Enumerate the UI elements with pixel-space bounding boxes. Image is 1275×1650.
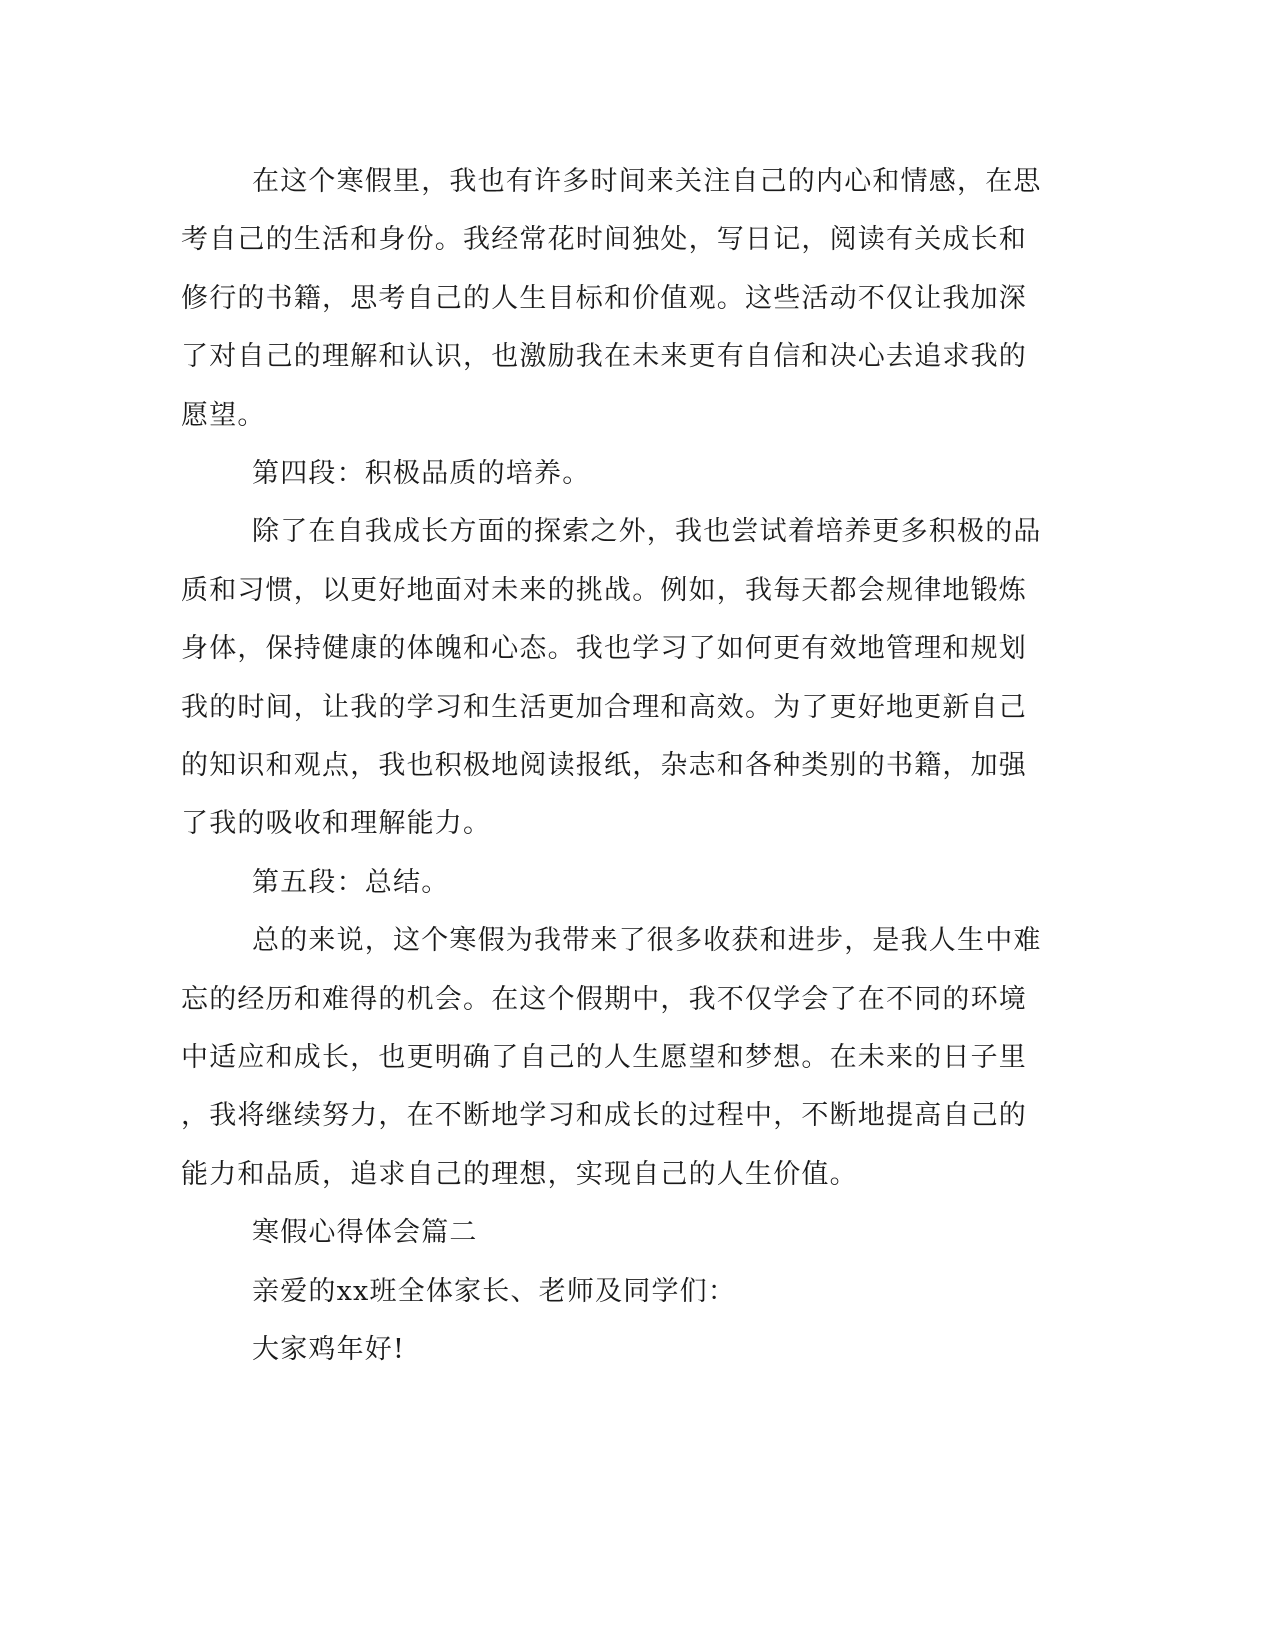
text-line: 的知识和观点，我也积极地阅读报纸，杂志和各种类别的书籍，加强 [181,750,1027,781]
section-heading: 第五段：总结。 [252,866,450,898]
text-line: 了对自己的理解和认识，也激励我在未来更有自信和决心去追求我的 [181,341,1027,373]
text-line: ，我将继续努力，在不断地学习和成长的过程中，不断地提高自己的 [181,1100,1027,1132]
text-line: 忘的经历和难得的机会。在这个假期中，我不仅学会了在不同的环境 [181,983,1027,1015]
text-line: 了我的吸收和理解能力。 [181,808,492,840]
text-line: 中适应和成长，也更明确了自己的人生愿望和梦想。在未来的日子里 [181,1042,1027,1073]
text-line: 质和习惯，以更好地面对未来的挑战。例如，我每天都会规律地锻炼 [181,574,1027,606]
greeting: 大家鸡年好! [252,1334,406,1365]
text-line: 修行的书籍，思考自己的人生目标和价值观。这些活动不仅让我加深 [181,282,1027,314]
salutation: 亲爱的xx班全体家长、老师及同学们： [252,1275,737,1307]
text-line: 除了在自我成长方面的探索之外，我也尝试着培养更多积极的品 [252,516,1042,548]
text-line: 能力和品质，追求自己的理想，实现自己的人生价值。 [181,1158,858,1190]
text-line: 身体，保持健康的体魄和心态。我也学习了如何更有效地管理和规划 [181,633,1027,665]
text-line: 总的来说，这个寒假为我带来了很多收获和进步，是我人生中难 [252,925,1042,957]
text-line: 在这个寒假里，我也有许多时间来关注自己的内心和情感，在思 [252,166,1042,197]
text-line: 我的时间，让我的学习和生活更加合理和高效。为了更好地更新自己 [181,691,1027,723]
article-title: 寒假心得体会篇二 [252,1217,478,1249]
section-heading: 第四段：积极品质的培养。 [252,458,591,489]
text-line: 愿望。 [181,399,266,431]
text-line: 考自己的生活和身份。我经常花时间独处，写日记，阅读有关成长和 [181,224,1027,256]
